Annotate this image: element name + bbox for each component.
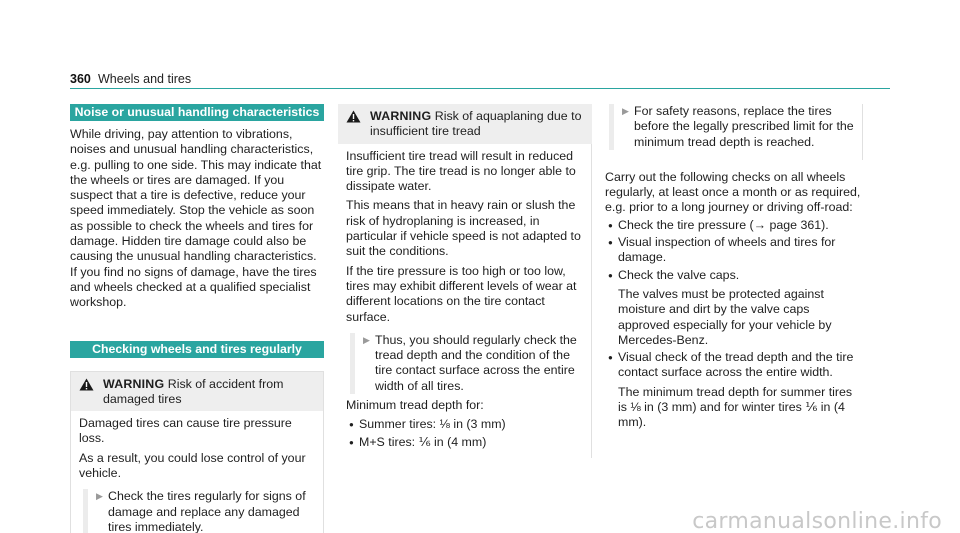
warning-body-2: This means that in heavy rain or slush the risk of hydroplaning is increased, in particular if vehicle speed is not adapted to suit the conditions. xyxy=(346,198,581,259)
warning-title: Risk of aquaplaning due to insufficient tire tread xyxy=(370,109,582,139)
check-heading: Checking wheels and tires regularly xyxy=(70,341,324,358)
warning-body-1: Insufficient tire tread will result in reduced tire grip. The tire tread is no longer able to dissipate water. xyxy=(346,148,576,194)
warning-body-1: Damaged tires can cause tire pressure loss. xyxy=(79,416,292,446)
watermark: carmanualsonline.info xyxy=(692,508,942,533)
action-step xyxy=(83,489,315,533)
noise-heading: Noise or unusual handling characteristics xyxy=(70,104,324,121)
action-step xyxy=(609,104,854,150)
column-left xyxy=(70,104,324,533)
warning-header xyxy=(338,104,592,144)
noise-paragraph: While driving, pay attention to vibrations, noises and unusual handling characteristics, e.g. pulling to one side. This may indicate that the wheels or tires are damaged. If you suspect that a tire is defective, reduce your speed immediately. Stop the vehicle as soon as possible to check the wheels and tires for damage. Hidden tire damage could also be causing the unusual handling characteristics. If you find no signs of damage, have the tires and wheels checked at a qualified specialist workshop. xyxy=(70,127,322,310)
warning-keyword: WARNING xyxy=(103,376,165,391)
arrow-icon: ▶ xyxy=(96,491,103,502)
action-text: For safety reasons, replace the tires before the legally prescribed limit for the minimum tread depth is reached. xyxy=(634,104,854,149)
list-item: ● Check the tire pressure (→ page 361). xyxy=(608,217,829,232)
column-middle xyxy=(338,104,592,458)
tread-list xyxy=(346,417,583,450)
list-item-detail: The valves must be protected against moisture and dirt by the valve caps approved especially for your vehicle by Mercedes-Benz. xyxy=(618,286,832,347)
list-item: ● Summer tires: ⅛ in (3 mm) xyxy=(349,417,506,432)
page-header xyxy=(70,71,890,89)
checks-intro: Carry out the following checks on all wheels regularly, at least once a month or as required, e.g. prior to a long journey or driving off-road: xyxy=(605,169,861,215)
list-item: ● Visual inspection of wheels and tires for damage. xyxy=(608,235,836,265)
list-item: ● Visual check of the tread depth and the tire contact surface across the entire width. The minimum tread depth for summer tires is ⅛ in (3 mm) and for winter tires ⅙ in (4 mm). xyxy=(605,350,863,430)
warning-body-2: As a result, you could lose control of your vehicle. xyxy=(79,450,306,481)
warning-body-3: If the tire pressure is too high or too low, tires may exhibit different levels of wear at different locations on the tire contact surface. xyxy=(346,263,577,324)
list-item: ● Check the valve caps. The valves must be protected against moisture and dirt by the valve caps approved especially for your vehicle by Mercedes-Benz. xyxy=(605,268,863,348)
list-item-detail: The minimum tread depth for summer tires is ⅛ in (3 mm) and for winter tires ⅙ in (4 mm). xyxy=(618,384,853,430)
arrow-icon: ▶ xyxy=(622,106,629,116)
action-text: Check the tires regularly for signs of damage and replace any damaged tires immediately. xyxy=(108,489,306,533)
warning-title: Risk of accident from damaged tires xyxy=(103,376,284,406)
column-right xyxy=(605,104,863,431)
warning-continuation xyxy=(605,104,863,160)
action-step xyxy=(350,333,583,394)
warning-box-damaged-tires xyxy=(70,371,324,533)
warning-header xyxy=(71,372,323,412)
section-title: Wheels and tires xyxy=(98,72,192,86)
checks-list xyxy=(605,218,863,431)
page-number: 360 xyxy=(70,72,91,86)
warning-keyword: WARNING xyxy=(370,109,432,123)
arrow-icon: ▶ xyxy=(363,334,370,345)
list-item: ● M+S tires: ⅙ in (4 mm) xyxy=(349,434,487,449)
action-text: Thus, you should regularly check the tread depth and the condition of the tire contact surface across the entire width of all tires. xyxy=(375,332,577,393)
warning-triangle-icon xyxy=(346,110,362,140)
min-tread-label: Minimum tread depth for: xyxy=(346,398,484,413)
warning-box-aquaplaning xyxy=(338,104,592,458)
warning-triangle-icon xyxy=(79,378,95,408)
